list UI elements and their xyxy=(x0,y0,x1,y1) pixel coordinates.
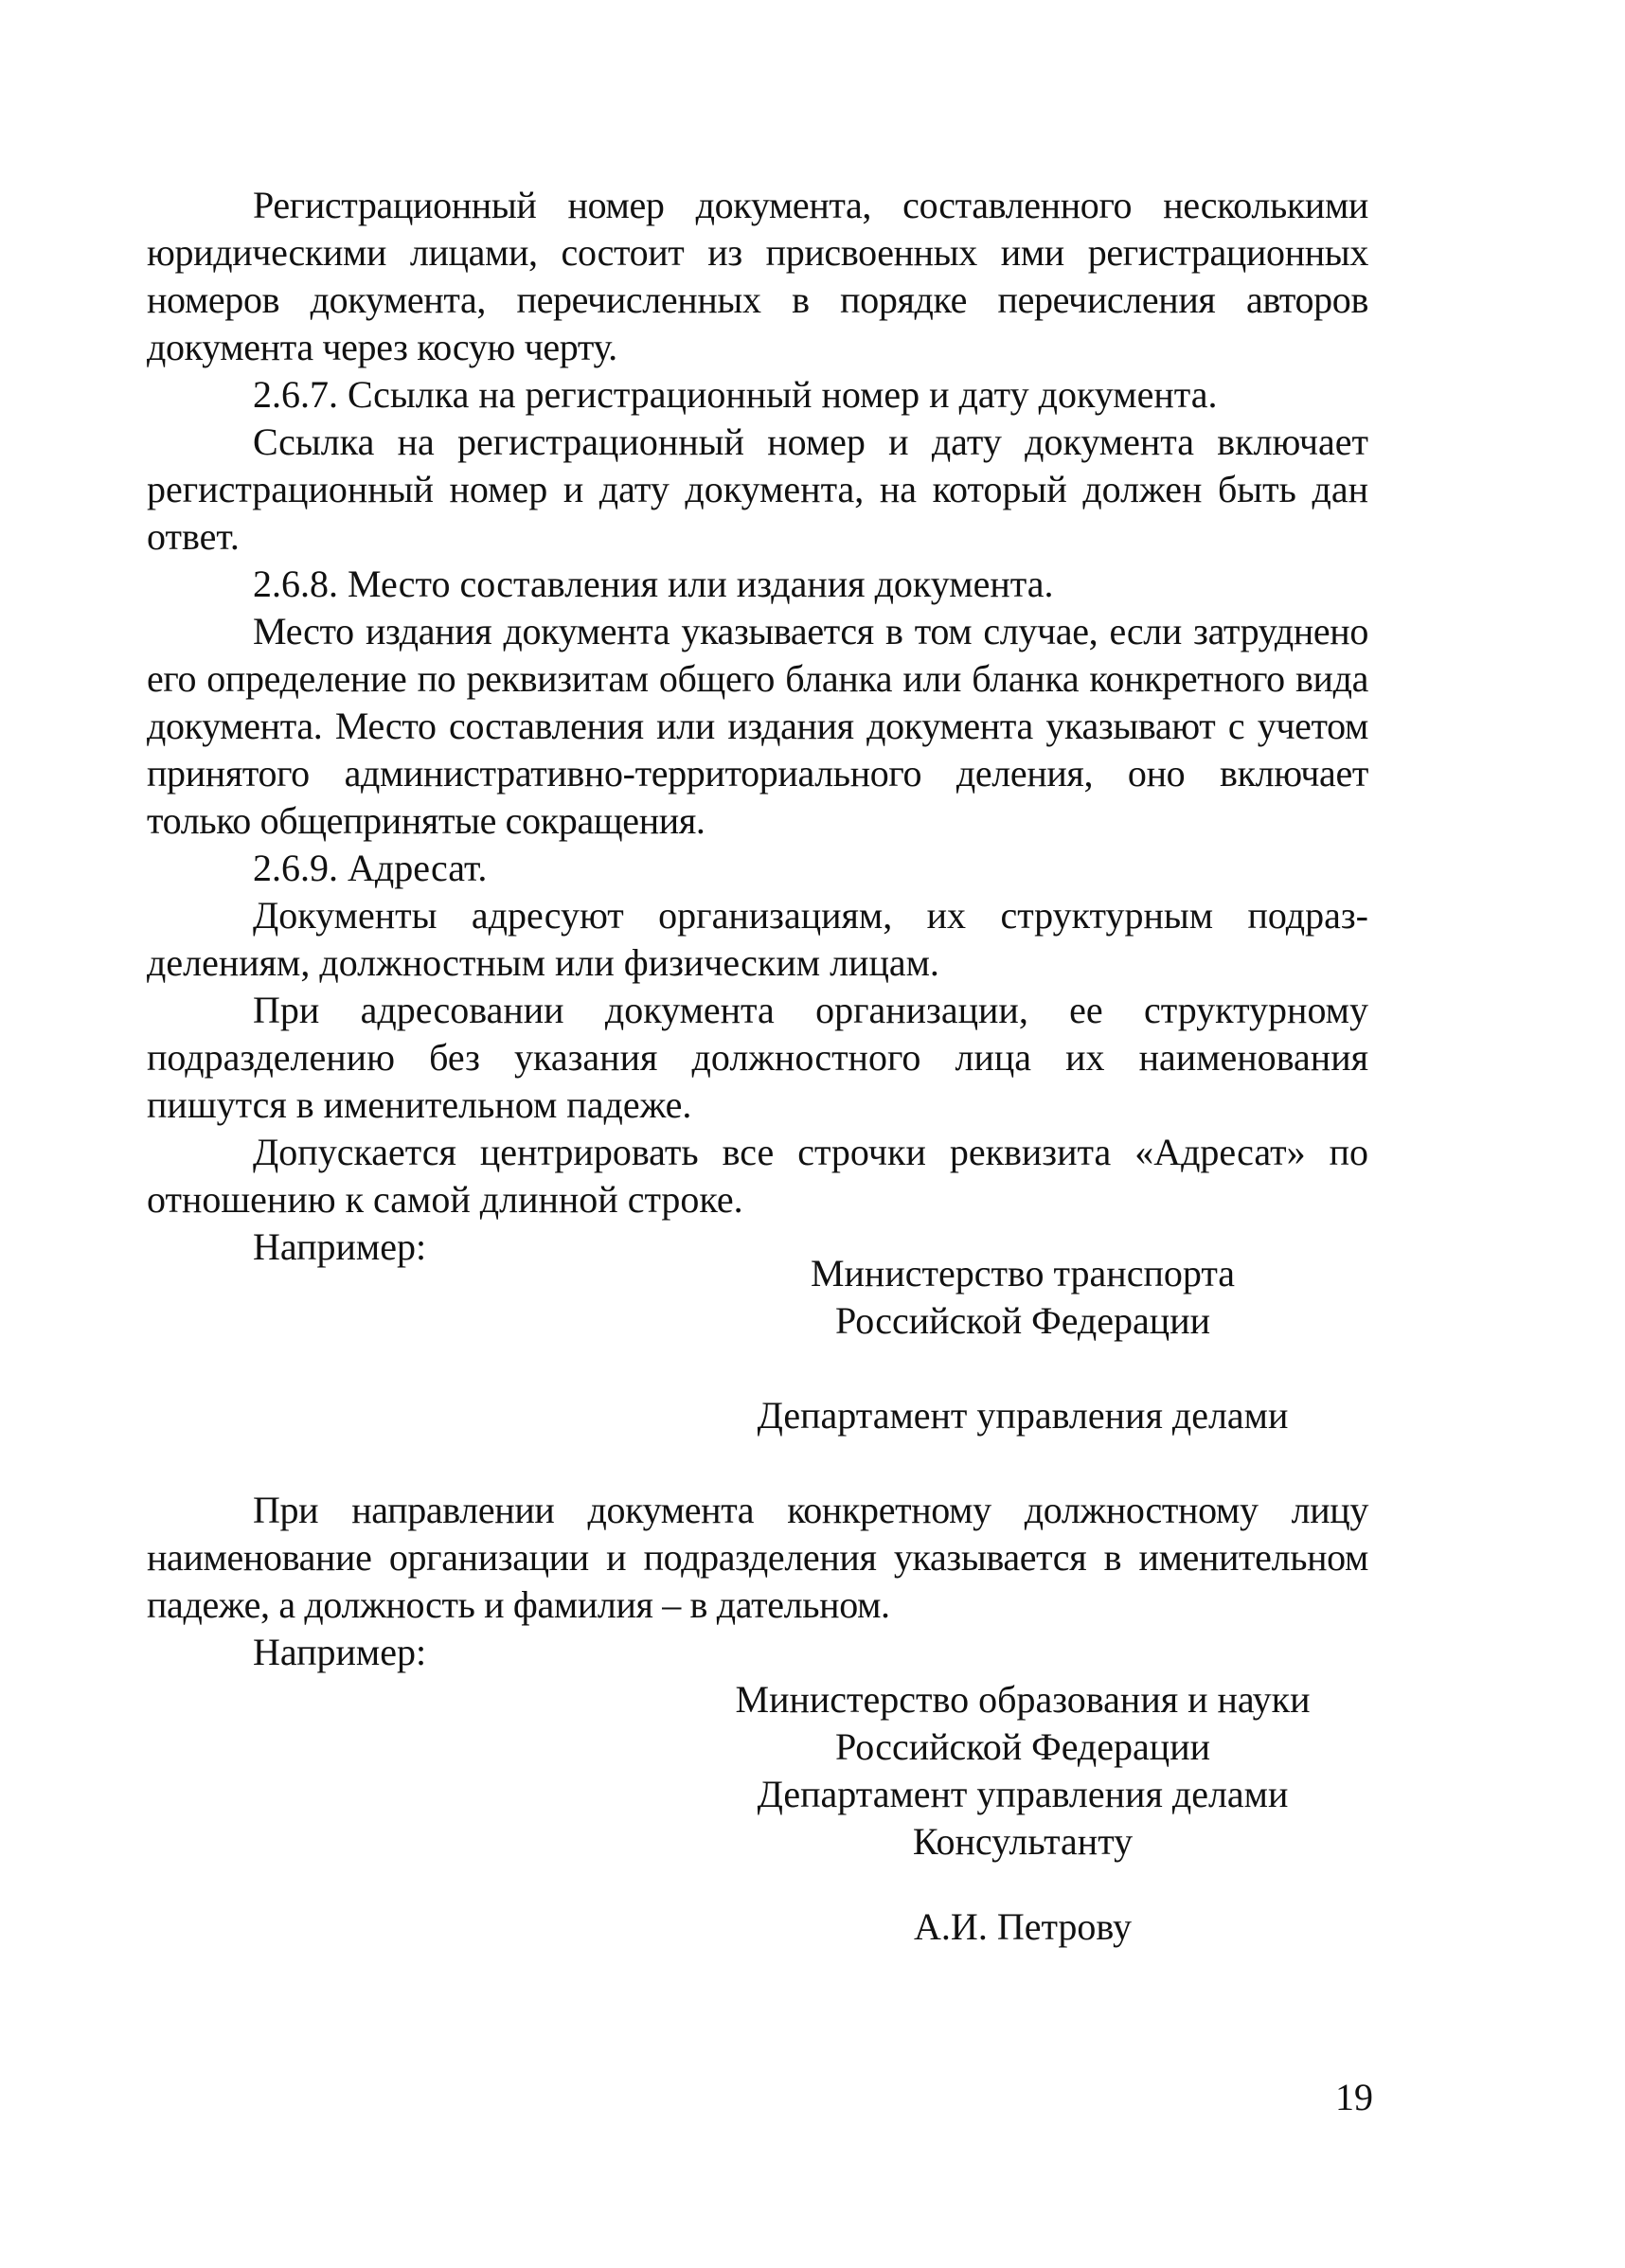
addressee-example-block xyxy=(682,1676,1364,1951)
addressee-line: Министерство образования и науки xyxy=(735,1678,1311,1721)
example-label: Например: xyxy=(253,1631,427,1673)
example-label: Например: xyxy=(253,1225,427,1268)
addressee-example-block xyxy=(682,1250,1364,1439)
paragraph-place: Место издания документа указывается в том случае, если затруднено его определение по реквизитам общего бланка или бланка конкретного вида документа. Место составления или издания документа указывают с учетом принятого административно-территориального деления, оно включает только общепринятые сокращения. xyxy=(147,610,1368,842)
paragraph-addressee-case: При адресовании документа организации, ее структурному подразделению без указания должностного лица их наименования пишутся в именительном падеже. xyxy=(147,989,1368,1126)
paragraph-addressee-centering: Допускается центрировать все строчки реквизита «Адресат» по отношению к самой длинной строке. xyxy=(147,1131,1368,1221)
addressee-line: Департамент управления делами xyxy=(757,1773,1289,1815)
paragraph-registration-number: Регистрационный номер документа, составленного несколькими юридическими лицами, состоит из присвоенных ими регистрационных номеров документа, перечисленных в порядке перечисления авторов документа через косую черту. xyxy=(147,184,1368,368)
addressee-line: Российской Федерации xyxy=(834,1725,1211,1768)
addressee-line: Российской Федерации xyxy=(834,1299,1211,1342)
addressee-line: Консультанту xyxy=(912,1820,1134,1863)
section-heading-2-6-9: 2.6.9. Адресат. xyxy=(253,847,488,889)
section-heading-2-6-7: 2.6.7. Ссылка на регистрационный номер и дату документа. xyxy=(253,373,1218,416)
paragraph-reference: Ссылка на регистрационный номер и дату документа включает регистрационный номер и дату документа, на который должен быть дан ответ. xyxy=(147,420,1368,558)
paragraph-addressee-types: Документы адресуют организациям, их структурным подразделениям, должностным или физическим лицам. xyxy=(147,894,1368,984)
main-text-continued xyxy=(147,1487,1368,1676)
section-heading-2-6-8: 2.6.8. Место составления или издания документа. xyxy=(253,563,1054,605)
addressee-line: Департамент управления делами xyxy=(757,1394,1289,1437)
main-text xyxy=(147,182,1368,1271)
page-number: 19 xyxy=(1335,2076,1373,2118)
addressee-line: А.И. Петрову xyxy=(914,1905,1132,1948)
addressee-line: Министерство транспорта xyxy=(810,1252,1236,1295)
paragraph-official-addressee: При направлении документа конкретному должностному лицу наименование организации и подразделения указывается в именительном падеже, а должность и фамилия – в дательном. xyxy=(147,1489,1368,1626)
